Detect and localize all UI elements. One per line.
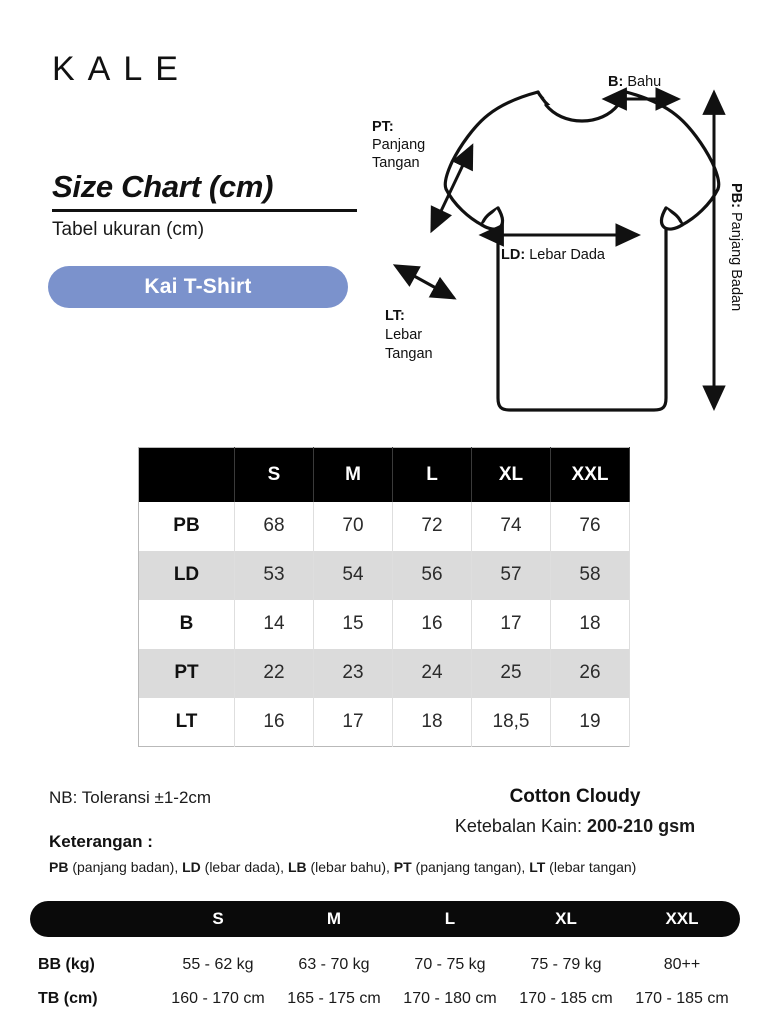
size-table-cell: 76 [551,502,630,551]
size-table-cell: 22 [235,649,314,698]
body-table-cell: 170 - 185 cm [519,990,613,1007]
table-row [30,982,740,1016]
body-table-col-xxl: XXL [665,909,699,928]
page-title: Size Chart (cm) [52,169,274,204]
brand-logo: KALE [52,50,191,88]
legend-code: LT [529,859,546,875]
size-table-cell: 68 [235,502,314,551]
tshirt-diagram [360,58,760,443]
fabric-info [410,786,740,837]
diagram-label-body-length: PB: Panjang Badan [728,183,744,312]
body-table-row-label: TB (cm) [38,990,98,1007]
legend-code: LB [287,859,307,875]
size-table-cell: 25 [472,649,551,698]
legend-code: PT [393,859,412,875]
size-table-row-label: B [139,600,235,649]
product-badge: Kai T-Shirt [48,266,348,308]
fabric-weight-label: Ketebalan Kain: [454,816,582,836]
table-row [139,649,630,698]
body-table-cell: 160 - 170 cm [171,990,265,1007]
size-table-cell: 16 [393,600,472,649]
body-table-cell: 80++ [663,956,701,973]
size-table-corner [139,448,235,502]
size-table-col-l: L [393,448,472,502]
size-table-cell: 58 [551,551,630,600]
size-table-cell: 23 [314,649,393,698]
size-table-cell: 17 [314,698,393,747]
body-table-cell: 165 - 175 cm [287,990,381,1007]
body-table-cell: 55 - 62 kg [182,956,254,973]
body-table-cell: 170 - 180 cm [403,990,497,1007]
size-table-cell: 18,5 [472,698,551,747]
body-table-col-m: M [326,909,342,928]
size-table-row-label: PT [139,649,235,698]
size-table-cell: 53 [235,551,314,600]
diagram-label-sleeve-width-3: Tangan [385,346,433,362]
size-table-cell: 72 [393,502,472,551]
fabric-name: Cotton Cloudy [509,786,641,807]
body-table-col-xl: XL [555,909,577,928]
size-table [138,447,630,747]
size-table-header-row [139,448,630,502]
size-table-row-label: PB [139,502,235,551]
size-table-row-label: LT [139,698,235,747]
diagram-label-sleeve-width-2: Lebar [385,327,423,343]
size-table-cell: 74 [472,502,551,551]
diagram-label-sleeve-width-1: LT: [385,308,405,324]
size-table-row-label: LD [139,551,235,600]
body-table-rows [30,948,740,1016]
body-table-cell: 70 - 75 kg [414,956,486,973]
size-table-cell: 16 [235,698,314,747]
diagram-label-shoulder: B: Bahu [608,74,662,90]
body-table-cell: 75 - 79 kg [530,956,602,973]
size-table-cell: 26 [551,649,630,698]
table-row [139,698,630,747]
legend-code: PB [49,859,69,875]
legend-body: PB (panjang badan), LD (lebar dada), LB (lebar bahu), PT (panjang tangan), LT (lebar tangan) [49,859,637,875]
size-table-cell: 15 [314,600,393,649]
size-table-cell: 17 [472,600,551,649]
table-row [30,948,740,982]
body-table-header [30,901,740,937]
table-row [139,502,630,551]
size-table-cell: 57 [472,551,551,600]
size-table-cell: 24 [393,649,472,698]
body-table-col-s: S [212,909,224,928]
size-table-cell: 18 [393,698,472,747]
title-block [52,168,357,241]
size-table-col-s: S [235,448,314,502]
size-table-col-xl: XL [472,448,551,502]
table-row [139,551,630,600]
size-table-col-xxl: XXL [551,448,630,502]
size-table-cell: 70 [314,502,393,551]
size-table-cell: 54 [314,551,393,600]
diagram-label-chest: LD: Lebar Dada [501,247,605,263]
tolerance-note: NB: Toleransi ±1-2cm [49,788,212,807]
diagram-label-sleeve-length-3: Tangan [372,155,420,171]
body-table-cell: 170 - 185 cm [635,990,729,1007]
size-table-col-m: M [314,448,393,502]
diagram-label-sleeve-length-2: Panjang [372,137,426,153]
body-table-cell: 63 - 70 kg [298,956,370,973]
fabric-weight-value: 200-210 gsm [587,816,696,836]
title-divider [52,209,357,212]
diagram-label-sleeve-length-1: PT: [372,119,394,135]
body-table-row-label: BB (kg) [38,956,95,973]
legend-code: LD [182,859,201,875]
size-table-cell: 14 [235,600,314,649]
legend-title: Keterangan : [49,832,153,851]
fabric-weight [410,816,740,837]
size-table-cell: 56 [393,551,472,600]
page-subtitle: Tabel ukuran (cm) [52,218,205,240]
table-row [139,600,630,649]
body-table-col-l: L [444,909,456,928]
size-table-cell: 18 [551,600,630,649]
size-table-cell: 19 [551,698,630,747]
